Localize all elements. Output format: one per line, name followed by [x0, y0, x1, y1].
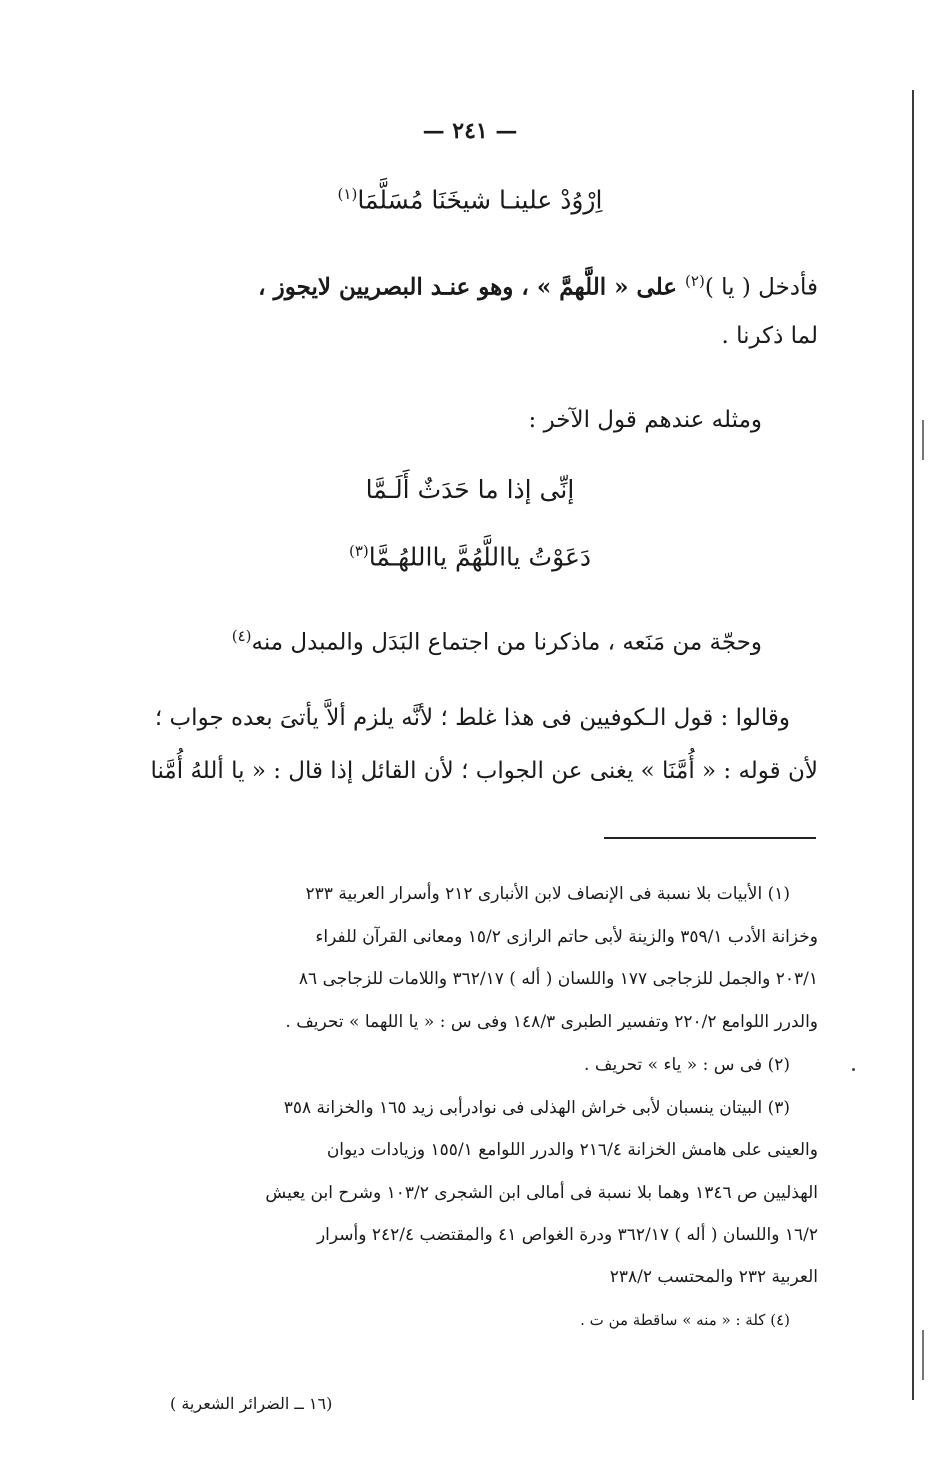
page-number: — ٢٤١ — — [422, 118, 518, 144]
paragraph-line: وقالوا : قول الـكوفيين فى هذا غلط ؛ لأنَّه يلزم ألاَّ يأتىَ بعده جواب ؛ — [154, 705, 790, 731]
printer-signature: (١٦ ــ الضرائر الشعرية ) — [170, 1394, 333, 1413]
paragraph-line — [232, 627, 762, 656]
paragraph-line — [258, 272, 818, 301]
footnote-4-line: (٤) كلة : « منه » ساقطة من ت . — [580, 1311, 790, 1329]
verse-line-2 — [0, 542, 940, 571]
footnote-3-line: العربية ٢٣٢ والمحتسب ٢٣٨/٢ — [609, 1267, 818, 1287]
footnote-1-line: وخزانة الأدب ٣٥٩/١ والزينة لأبى حاتم الرازى ١٥/٢ ومعانى القرآن للفراء — [315, 927, 818, 947]
footnote-2-line: (٢) فى س : « ياء » تحريف . — [584, 1055, 790, 1075]
verse-top-text: اِرْوُدْ علينـا شيخَنَا مُسَلَّمَا — [357, 185, 603, 215]
paragraph-text: وحجّة من مَنَعه ، ماذكرنا من اجتماع البَدَل والمبدل منه — [251, 629, 762, 656]
footnote-marker: (٢) — [685, 272, 705, 290]
footnote-3-line: والعينى على هامش الخزانة ٢١٦/٤ والدرر اللوامع ١٥٥/١ وزيادات ديوان — [326, 1140, 818, 1160]
page-binding-edge — [912, 90, 914, 1400]
verse-line-1: إنِّى إذا ما حَدَثٌ أَلَـمَّا — [365, 475, 575, 504]
footnote-3-line: ١٦/٢ واللسان ( أله ) ٣٦٢/١٧ ودرة الغواص ٤١ والمقتضب ٢٤٢/٤ وأسرار — [316, 1225, 818, 1245]
footnote-3-line: (٣) البيتان ينسبان لأبى خراش الهذلى فى نوادرأبى زيد ١٦٥ والخزانة ٣٥٨ — [283, 1098, 790, 1118]
ink-dot — [852, 1068, 855, 1071]
footnote-marker: (١) — [337, 185, 358, 203]
paragraph-line: لأن قوله : « أُمَّنَا » يغنى عن الجواب ؛ لأن القائل إذا قال : « يا أللهُ أُمَّنا — [150, 758, 818, 784]
paragraph-line: ومثله عندهم قول الآخر : — [528, 407, 762, 433]
binding-mark — [922, 420, 924, 460]
footnote-1-line: والدرر اللوامع ٢٢٠/٢ وتفسير الطبرى ١٤٨/٣ وفى س : « يا اللهما » تحريف . — [285, 1012, 818, 1032]
footnote-marker: (٣) — [348, 542, 369, 560]
footnote-marker: (٤) — [231, 627, 252, 645]
paragraph-text: فأدخل ( يا ) — [704, 274, 818, 301]
paragraph-text: على « اللَّهمَّ » ، وهو عنـد البصريين لايجوز ، — [258, 273, 686, 301]
footnote-separator — [604, 837, 816, 839]
binding-mark — [922, 1330, 924, 1380]
footnote-1-line: ٢٠٣/١ والجمل للزجاجى ١٧٧ واللسان ( أله ) ٣٦٢/١٧ واللامات للزجاجى ٨٦ — [298, 969, 818, 989]
verse-text: دَعَوْتُ يااللَّهُمَّ يااللهُـمَّا — [368, 542, 592, 572]
footnote-1-line: (١) الأبيات بلا نسبة فى الإنصاف لابن الأنبارى ٢١٢ وأسرار العربية ٢٣٣ — [305, 884, 790, 904]
footnote-3-line: الهذليين ص ١٣٤٦ وهما بلا نسبة فى أمالى ابن الشجرى ١٠٣/٢ وشرح ابن يعيش — [265, 1183, 818, 1203]
paragraph-line: لما ذكرنا . — [721, 323, 818, 349]
verse-top — [0, 185, 940, 214]
